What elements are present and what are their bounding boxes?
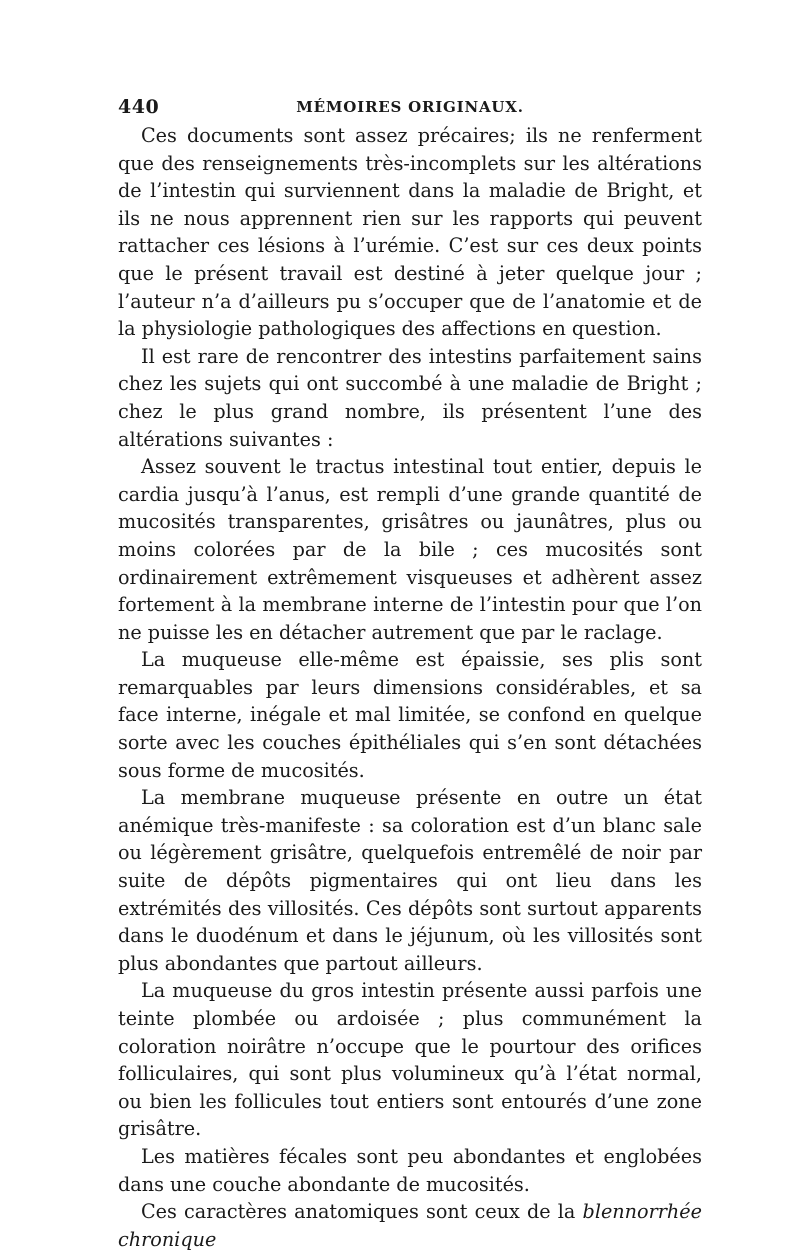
paragraph-6: La muqueuse du gros intestin présente aussi parfois une teinte plombée ou ardoisée ; plus communément la coloration noirâtre n’occupe que le pourtour des orifices folliculaires, qui sont plus volumineux qu’à l’état normal, ou bien les follicules tout entiers sont entourés d’une zone grisâtre. (118, 979, 702, 1141)
paragraph-2: Il est rare de rencontrer des intestins parfaitement sains chez les sujets qui ont succombé à une maladie de Bright ; chez le plus grand nombre, ils présentent l’une des altérations suivantes : (118, 344, 702, 451)
page-number: 440 (118, 96, 160, 118)
running-title: MÉMOIRES ORIGINAUX. (296, 98, 524, 116)
paragraph-4: La muqueuse elle-même est épaissie, ses plis sont remarquables par leurs dimensions considérables, et sa face interne, inégale et mal limitée, se confond en quelque sorte avec les couches épithéliales qui s’en sont détachées sous forme de mucosités. (118, 648, 702, 782)
paragraph-1: Ces documents sont assez précaires; ils ne renferment que des renseignements très-incomplets sur les altérations de l’intestin qui surviennent dans la maladie de Bright, et ils ne nous apprennent rien sur les rapports qui peuvent rattacher ces lésions à l’urémie. C’est sur ces deux points que le présent travail est destiné à jeter quelque jour ; l’auteur n’a d’ailleurs pu s’occuper que de l’anatomie et de la physiologie pathologiques des affections en question. (118, 124, 702, 341)
paragraph-8-text: Ces caractères anatomiques sont ceux de la (141, 1200, 583, 1224)
paragraph-8 (118, 1198, 702, 1253)
paragraph-3: Assez souvent le tractus intestinal tout entier, depuis le cardia jusqu’à l’anus, est rempli d’une grande quantité de mucosités transparentes, grisâtres ou jaunâtres, plus ou moins colorées par de la bile ; ces mucosités sont ordinairement extrêmement visqueuses et adhèrent assez fortement à la membrane interne de l’intestin pour que l’on ne puisse les en détacher autrement que par le raclage. (118, 455, 702, 644)
book-page (118, 96, 702, 1253)
running-head (118, 96, 702, 118)
paragraph-7: Les matières fécales sont peu abondantes et englobées dans une couche abondante de mucosités. (118, 1144, 702, 1196)
italic-term: blennorrhée chronique (118, 1200, 702, 1251)
paragraph-5: La membrane muqueuse présente en outre un état anémique très-manifeste : sa coloration est d’un blanc sale ou légèrement grisâtre, quelquefois entremêlé de noir par suite de dépôts pigmentaires qui ont lieu dans les extrémités des villosités. Ces dépôts sont surtout apparents dans le duodénum et dans le jéjunum, où les villosités sont plus abondantes que partout ailleurs. (118, 786, 702, 975)
